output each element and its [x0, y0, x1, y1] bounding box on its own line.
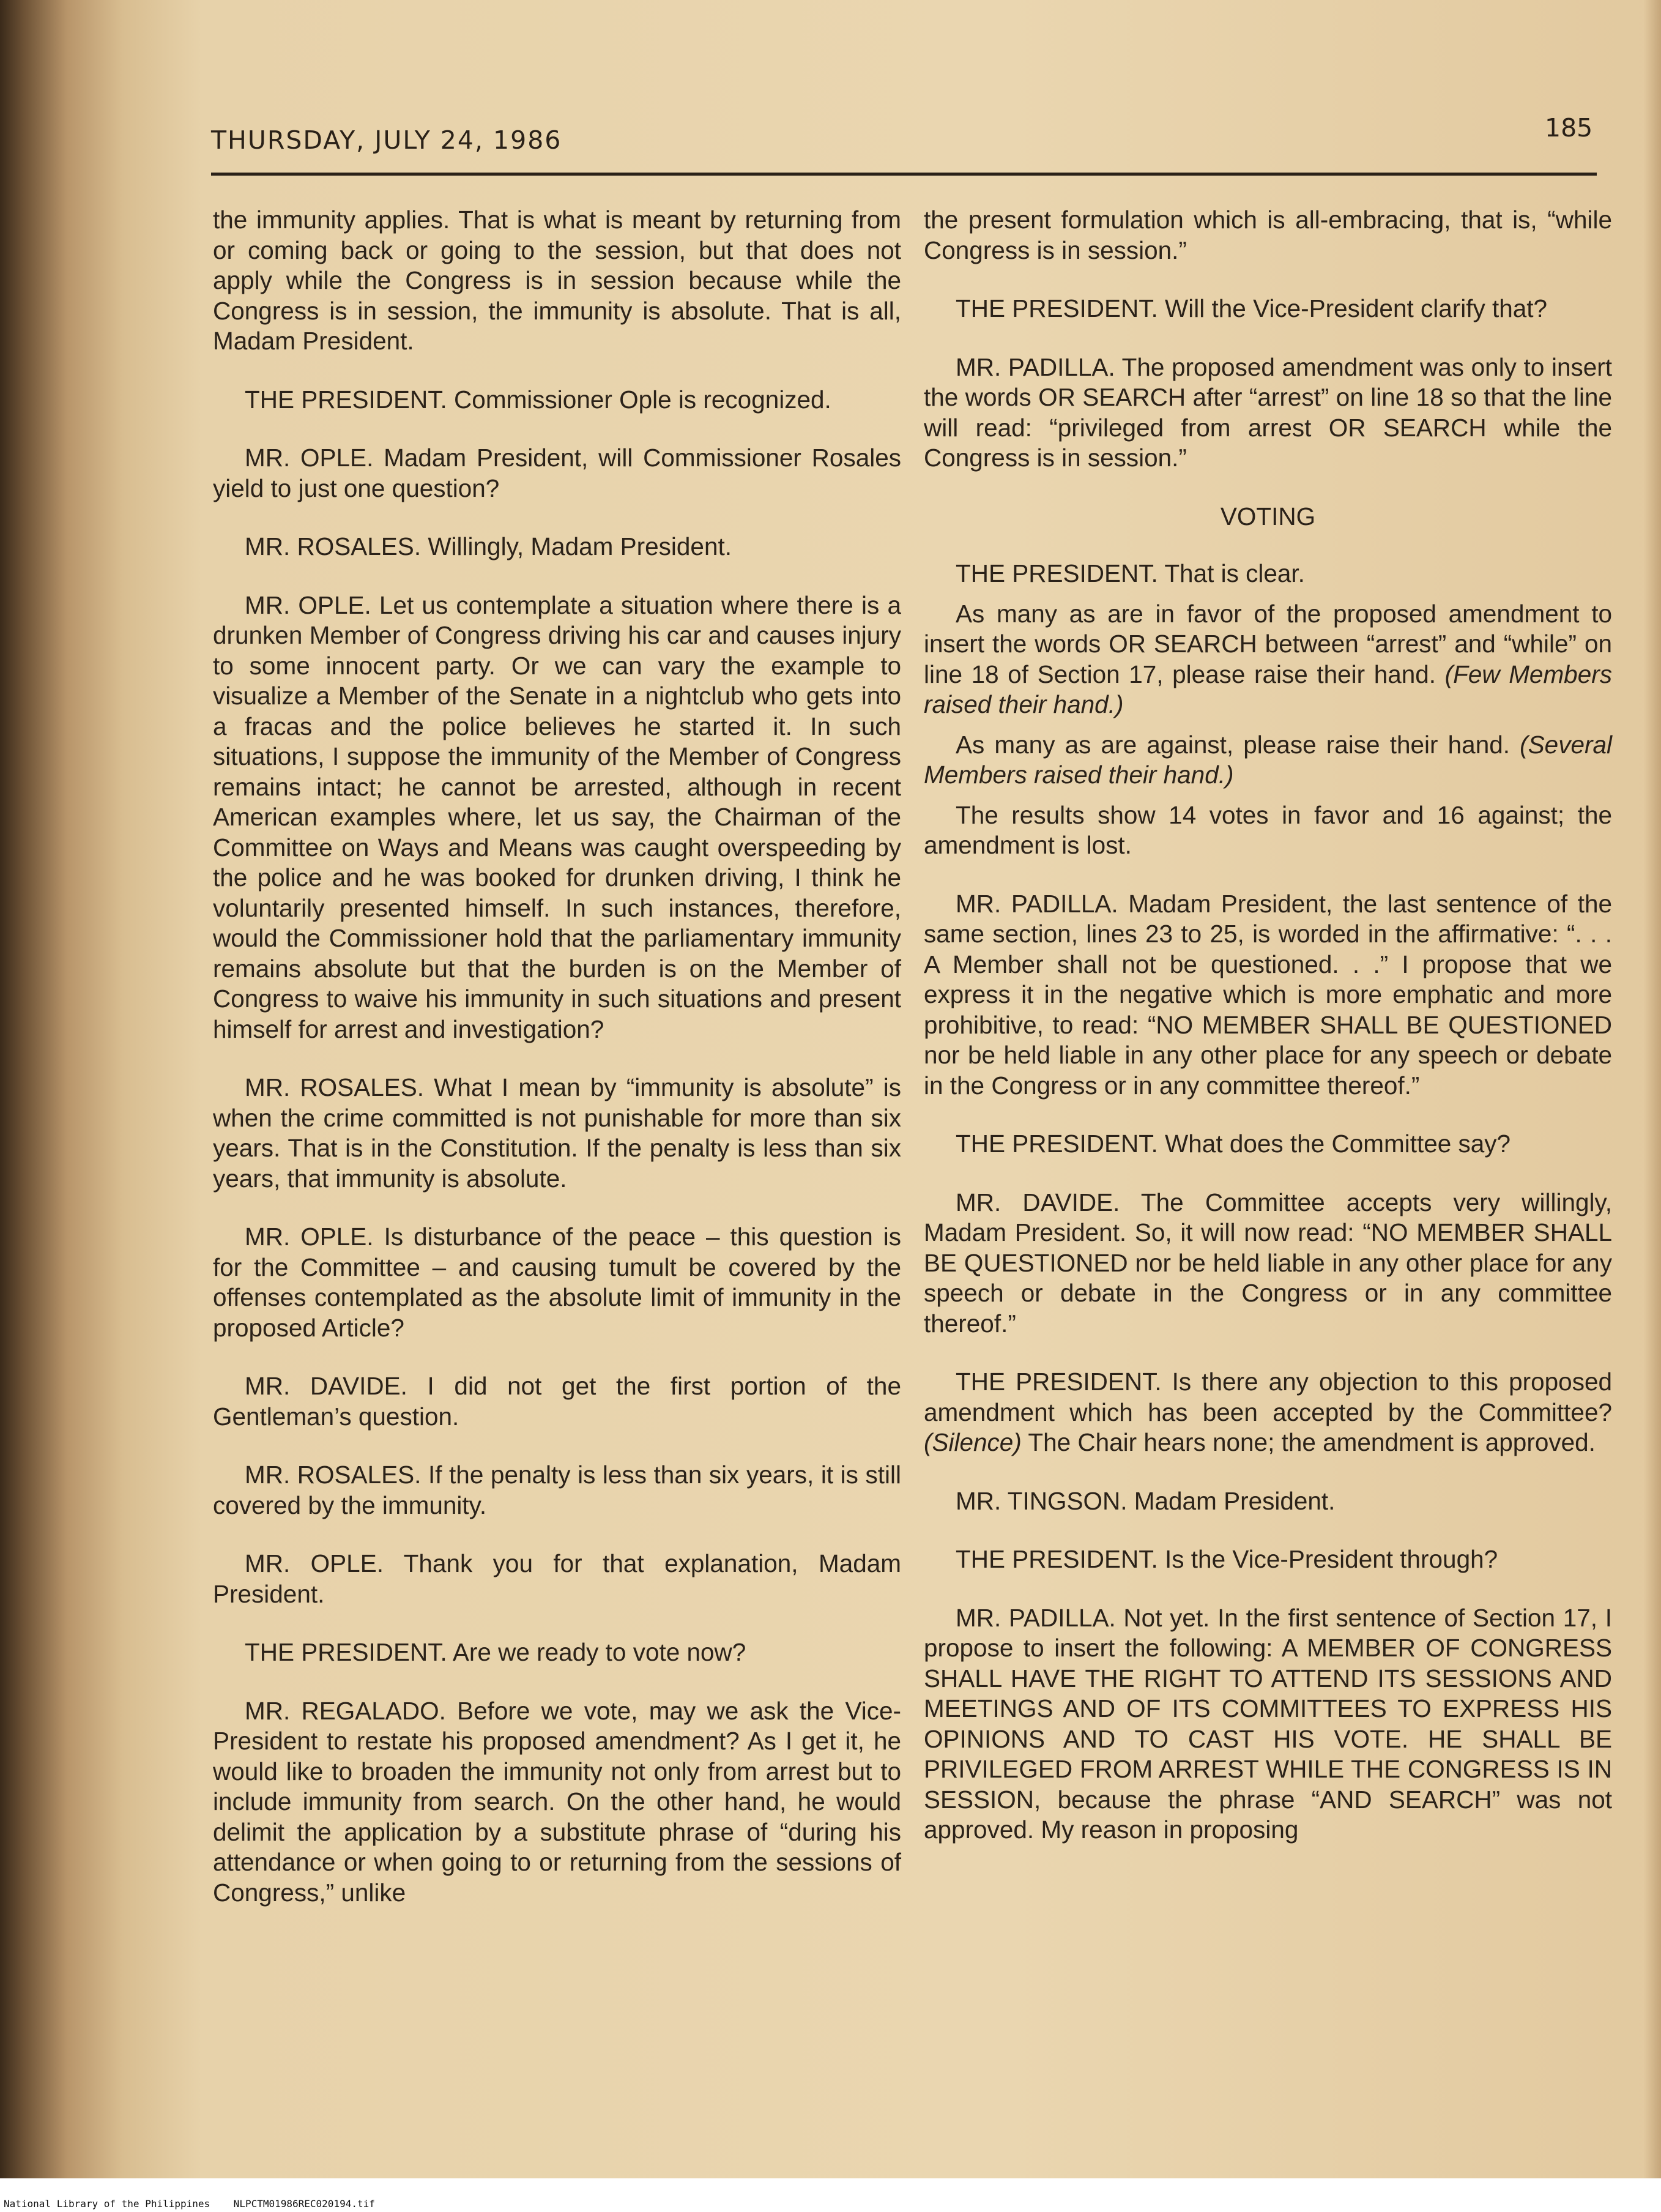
stage-direction: (Few Members raised their hand.) — [924, 660, 1612, 718]
paragraph: THE PRESIDENT. Will the Vice-President clarify that? — [956, 294, 1548, 322]
paragraph: the present formulation which is all-embracing, that is, “while Congress is in session.” — [924, 206, 1612, 264]
paragraph: MR. DAVIDE. The Committee accepts very willingly, Madam President. So, it will now read: “NO MEMBER SHALL BE QUESTIONED nor be held liable in any other place for any speech or debate in the Congress or in any committee thereof.” — [924, 1188, 1612, 1338]
paragraph-text: As many as are against, please raise their hand. — [956, 730, 1510, 759]
paragraph: MR. PADILLA. Not yet. In the first sentence of Section 17, I propose to insert the following: A MEMBER OF CONGRESS SHALL HAVE THE RIGHT TO ATTEND ITS SESSIONS AND MEETINGS AND OF ITS COMMITTEES TO EXPRESS HIS OPINIONS AND TO CAST HIS VOTE. HE SHALL BE PRIVILEGED FROM ARREST WHILE THE CONGRESS IS IN SESSION, because the phrase “AND SEARCH” was not approved. My reason in proposing — [924, 1603, 1612, 1844]
paragraph-text: As many as are in favor of the proposed amendment to insert the words OR SEARCH between “arrest” and “while” on line 18 of Section 17, please raise their hand. — [924, 599, 1612, 688]
paragraph: MR. DAVIDE. I did not get the first portion of the Gentleman’s question. — [213, 1372, 901, 1431]
paragraph-text: The Chair hears none; the amendment is approved. — [1028, 1428, 1596, 1456]
paragraph: MR. OPLE. Madam President, will Commissioner Rosales yield to just one question? — [213, 444, 901, 502]
paragraph: MR. ROSALES. If the penalty is less than six years, it is still covered by the immunity. — [213, 1461, 901, 1519]
paragraph: THE PRESIDENT. Commissioner Ople is recognized. — [245, 385, 831, 414]
paragraph-text: THE PRESIDENT. Is there any objection to this proposed amendment which has been accepted by the Committee? — [924, 1368, 1612, 1426]
paragraph: THE PRESIDENT. Is the Vice-President through? — [956, 1545, 1498, 1573]
page-date-header: THURSDAY, JULY 24, 1986 — [211, 125, 562, 155]
section-heading: VOTING — [1220, 502, 1316, 531]
paragraph — [924, 1367, 1612, 1458]
stage-direction: (Silence) — [924, 1428, 1022, 1456]
page-edge — [1644, 0, 1661, 2178]
paragraph: MR. PADILLA. The proposed amendment was only to insert the words OR SEARCH after “arrest” on line 18 so that the line will read: “privileged from arrest OR SEARCH while the Congress is in session.” — [924, 352, 1612, 472]
paragraph: MR. TINGSON. Madam President. — [956, 1486, 1336, 1515]
paragraph: THE PRESIDENT. That is clear. — [956, 559, 1305, 587]
paragraph: MR. ROSALES. Willingly, Madam President. — [245, 532, 732, 560]
paragraph: the immunity applies. That is what is meant by returning from or coming back or going to the session, but that does not apply while the Congress is in session because while the Congress is in session, the immunity is absolute. That is all, Madam President. — [213, 206, 901, 355]
paragraph — [924, 599, 1612, 720]
paragraph: MR. OPLE. Let us contemplate a situation where there is a drunken Member of Congress driving his car and causes injury to some innocent party. Or we can vary the example to visualize a Member of the Senate in a nightclub who gets into a fracas and the police believes he started it. In such situations, I suppose the immunity of the Member of Congress remains intact; he cannot be arrested, although in recent American examples where, let us say, the Chairman of the Committee on Ways and Means was caught overspeeding by the police and he was booked for drunken driving, I think he voluntarily presented himself. In such instances, therefore, would the Commissioner hold that the parliamentary immunity remains absolute but that the burden is on the Member of Congress to waive his immunity in such situations and present himself for arrest and investigation? — [213, 590, 901, 1043]
right-column — [924, 205, 1612, 1874]
paragraph — [924, 730, 1612, 791]
paragraph: MR. OPLE. Thank you for that explanation, Madam President. — [213, 1549, 901, 1608]
paragraph: THE PRESIDENT. What does the Committee say? — [956, 1130, 1511, 1158]
paragraph: The results show 14 votes in favor and 16 against; the amendment is lost. — [924, 800, 1612, 859]
page-number: 185 — [1545, 113, 1593, 143]
header-rule — [211, 173, 1597, 176]
scan-footer: National Library of the Philippines NLPCTM01986REC020194.tif — [4, 2198, 375, 2210]
paragraph: THE PRESIDENT. Are we ready to vote now? — [245, 1638, 746, 1666]
paragraph: MR. REGALADO. Before we vote, may we ask the Vice-President to restate his proposed amendment? As I get it, he would like to broaden the immunity not only from arrest but to include immunity from search. On the other hand, he would delimit the application by a substitute phrase of “during his attendance or when going to or returning from the sessions of Congress,” unlike — [213, 1696, 901, 1907]
stage-direction: (Several Members raised their hand.) — [924, 730, 1612, 789]
paragraph: MR. ROSALES. What I mean by “immunity is absolute” is when the crime committed is not punishable for more than six years. That is in the Constitution. If the penalty is less than six years, that immunity is absolute. — [213, 1073, 901, 1193]
paragraph: MR. PADILLA. Madam President, the last sentence of the same section, lines 23 to 25, is worded in the affirmative: “. . . A Member shall not be questioned. . .” I propose that we express it in the negative which is more emphatic and more prohibitive, to read: “NO MEMBER SHALL BE QUESTIONED nor be held liable in any other place for any speech or debate in the Congress or in any committee thereof.” — [924, 889, 1612, 1100]
left-column — [213, 205, 901, 1936]
paragraph: MR. OPLE. Is disturbance of the peace – this question is for the Committee – and causing tumult be covered by the offenses contemplated as the absolute limit of immunity in the proposed Article? — [213, 1223, 901, 1342]
